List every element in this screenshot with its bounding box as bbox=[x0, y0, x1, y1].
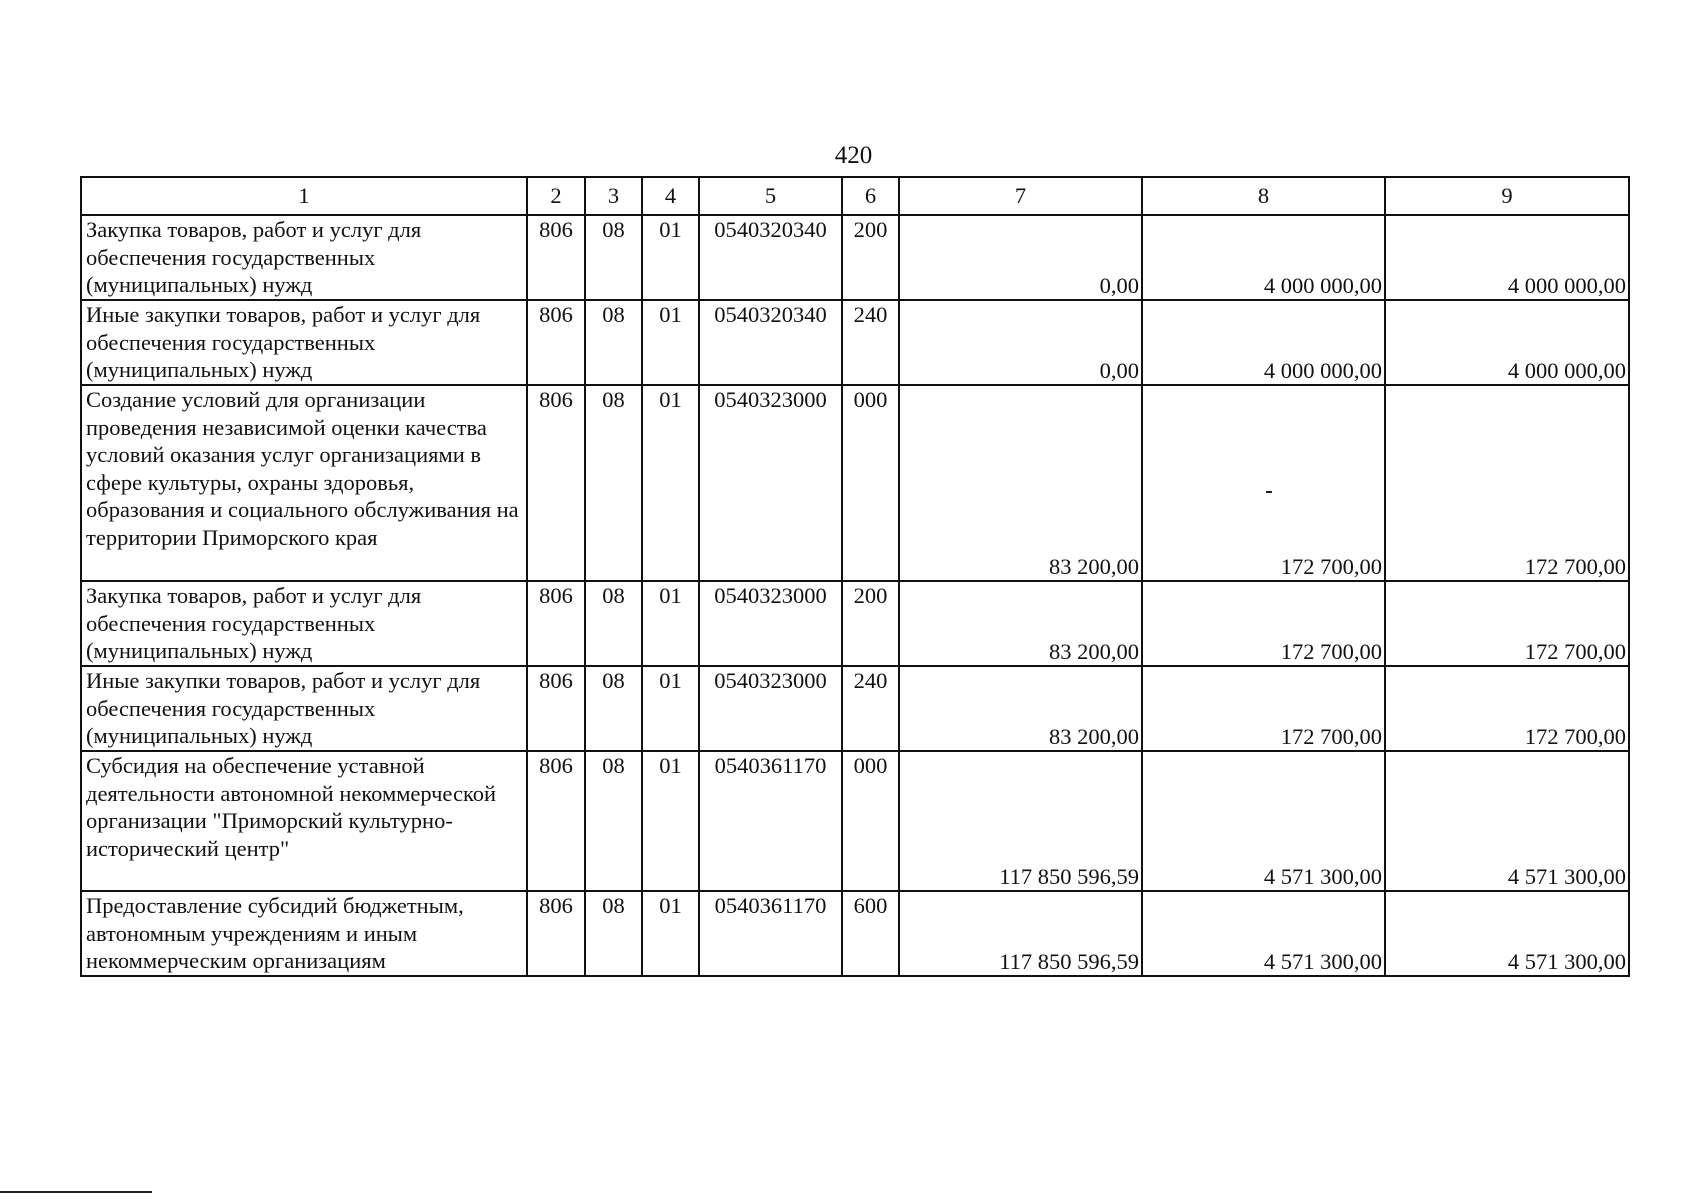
row-name: Закупка товаров, работ и услуг для обеспечения государственных (муниципальных) нужд bbox=[81, 581, 527, 666]
row-amount-7: 83 200,00 bbox=[899, 385, 1142, 581]
row-section-code: 08 bbox=[585, 891, 642, 976]
row-name: Иные закупки товаров, работ и услуг для обеспечения государственных (муниципальных) нужд bbox=[81, 666, 527, 751]
row-section-code: 08 bbox=[585, 581, 642, 666]
row-target-code: 0540323000 bbox=[699, 666, 842, 751]
header-cell-3: 3 bbox=[585, 177, 642, 215]
row-subsection-code: 01 bbox=[642, 891, 699, 976]
row-name: Закупка товаров, работ и услуг для обеспечения государственных (муниципальных) нужд bbox=[81, 215, 527, 300]
header-row bbox=[81, 177, 1629, 215]
row-name: Иные закупки товаров, работ и услуг для обеспечения государственных (муниципальных) нужд bbox=[81, 300, 527, 385]
row-expense-type: 000 bbox=[842, 385, 899, 581]
page-number: 420 bbox=[834, 142, 873, 169]
row-amount-9: 4 000 000,00 bbox=[1385, 300, 1629, 385]
row-amount-8: 172 700,00 bbox=[1142, 385, 1385, 581]
row-amount-9: 172 700,00 bbox=[1385, 385, 1629, 581]
row-section-code: 08 bbox=[585, 300, 642, 385]
header-cell-4: 4 bbox=[642, 177, 699, 215]
row-target-code: 0540320340 bbox=[699, 215, 842, 300]
row-ministry-code: 806 bbox=[527, 300, 585, 385]
row-expense-type: 240 bbox=[842, 666, 899, 751]
row-subsection-code: 01 bbox=[642, 751, 699, 891]
row-amount-7: 83 200,00 bbox=[899, 666, 1142, 751]
row-ministry-code: 806 bbox=[527, 891, 585, 976]
row-ministry-code: 806 bbox=[527, 581, 585, 666]
row-ministry-code: 806 bbox=[527, 666, 585, 751]
table-row bbox=[81, 215, 1629, 300]
row-amount-8: 172 700,00 bbox=[1142, 581, 1385, 666]
row-section-code: 08 bbox=[585, 385, 642, 581]
header-cell-6: 6 bbox=[842, 177, 899, 215]
row-expense-type: 200 bbox=[842, 581, 899, 666]
row-subsection-code: 01 bbox=[642, 581, 699, 666]
row-amount-9: 172 700,00 bbox=[1385, 581, 1629, 666]
row-target-code: 0540323000 bbox=[699, 385, 842, 581]
row-name: Субсидия на обеспечение уставной деятельности автономной некоммерческой организации "Приморский культурно-исторический центр" bbox=[81, 751, 527, 891]
table-row bbox=[81, 891, 1629, 976]
row-amount-7: 0,00 bbox=[899, 300, 1142, 385]
row-amount-9: 4 571 300,00 bbox=[1385, 891, 1629, 976]
table-row bbox=[81, 751, 1629, 891]
header-cell-1: 1 bbox=[81, 177, 527, 215]
row-target-code: 0540320340 bbox=[699, 300, 842, 385]
row-ministry-code: 806 bbox=[527, 751, 585, 891]
row-target-code: 0540361170 bbox=[699, 751, 842, 891]
row-subsection-code: 01 bbox=[642, 300, 699, 385]
row-amount-9: 4 000 000,00 bbox=[1385, 215, 1629, 300]
row-amount-8: 172 700,00 bbox=[1142, 666, 1385, 751]
row-amount-8: 4 000 000,00 bbox=[1142, 215, 1385, 300]
row-ministry-code: 806 bbox=[527, 215, 585, 300]
row-ministry-code: 806 bbox=[527, 385, 585, 581]
row-name: Предоставление субсидий бюджетным, автономным учреждениям и иным некоммерческим организациям bbox=[81, 891, 527, 976]
row-section-code: 08 bbox=[585, 751, 642, 891]
row-amount-7: 117 850 596,59 bbox=[899, 891, 1142, 976]
dash-mark bbox=[1266, 491, 1272, 493]
row-amount-7: 0,00 bbox=[899, 215, 1142, 300]
footer-rule bbox=[0, 1191, 152, 1193]
header-cell-8: 8 bbox=[1142, 177, 1385, 215]
row-amount-7: 83 200,00 bbox=[899, 581, 1142, 666]
row-subsection-code: 01 bbox=[642, 666, 699, 751]
row-section-code: 08 bbox=[585, 666, 642, 751]
row-amount-8: 4 000 000,00 bbox=[1142, 300, 1385, 385]
row-amount-8: 4 571 300,00 bbox=[1142, 891, 1385, 976]
table-row bbox=[81, 581, 1629, 666]
row-name: Создание условий для организации проведения независимой оценки качества условий оказания услуг организациями в сфере культуры, охраны здоровья, образования и социального обслуживания на территории Приморского края bbox=[81, 385, 527, 581]
row-expense-type: 000 bbox=[842, 751, 899, 891]
budget-table bbox=[80, 176, 1630, 977]
row-target-code: 0540361170 bbox=[699, 891, 842, 976]
row-expense-type: 200 bbox=[842, 215, 899, 300]
row-target-code: 0540323000 bbox=[699, 581, 842, 666]
header-cell-5: 5 bbox=[699, 177, 842, 215]
row-expense-type: 600 bbox=[842, 891, 899, 976]
table-row bbox=[81, 666, 1629, 751]
row-amount-7: 117 850 596,59 bbox=[899, 751, 1142, 891]
row-subsection-code: 01 bbox=[642, 385, 699, 581]
row-amount-8: 4 571 300,00 bbox=[1142, 751, 1385, 891]
row-section-code: 08 bbox=[585, 215, 642, 300]
row-expense-type: 240 bbox=[842, 300, 899, 385]
table-row bbox=[81, 385, 1629, 581]
header-cell-7: 7 bbox=[899, 177, 1142, 215]
row-subsection-code: 01 bbox=[642, 215, 699, 300]
row-amount-9: 4 571 300,00 bbox=[1385, 751, 1629, 891]
row-amount-9: 172 700,00 bbox=[1385, 666, 1629, 751]
header-cell-9: 9 bbox=[1385, 177, 1629, 215]
table-row bbox=[81, 300, 1629, 385]
header-cell-2: 2 bbox=[527, 177, 585, 215]
